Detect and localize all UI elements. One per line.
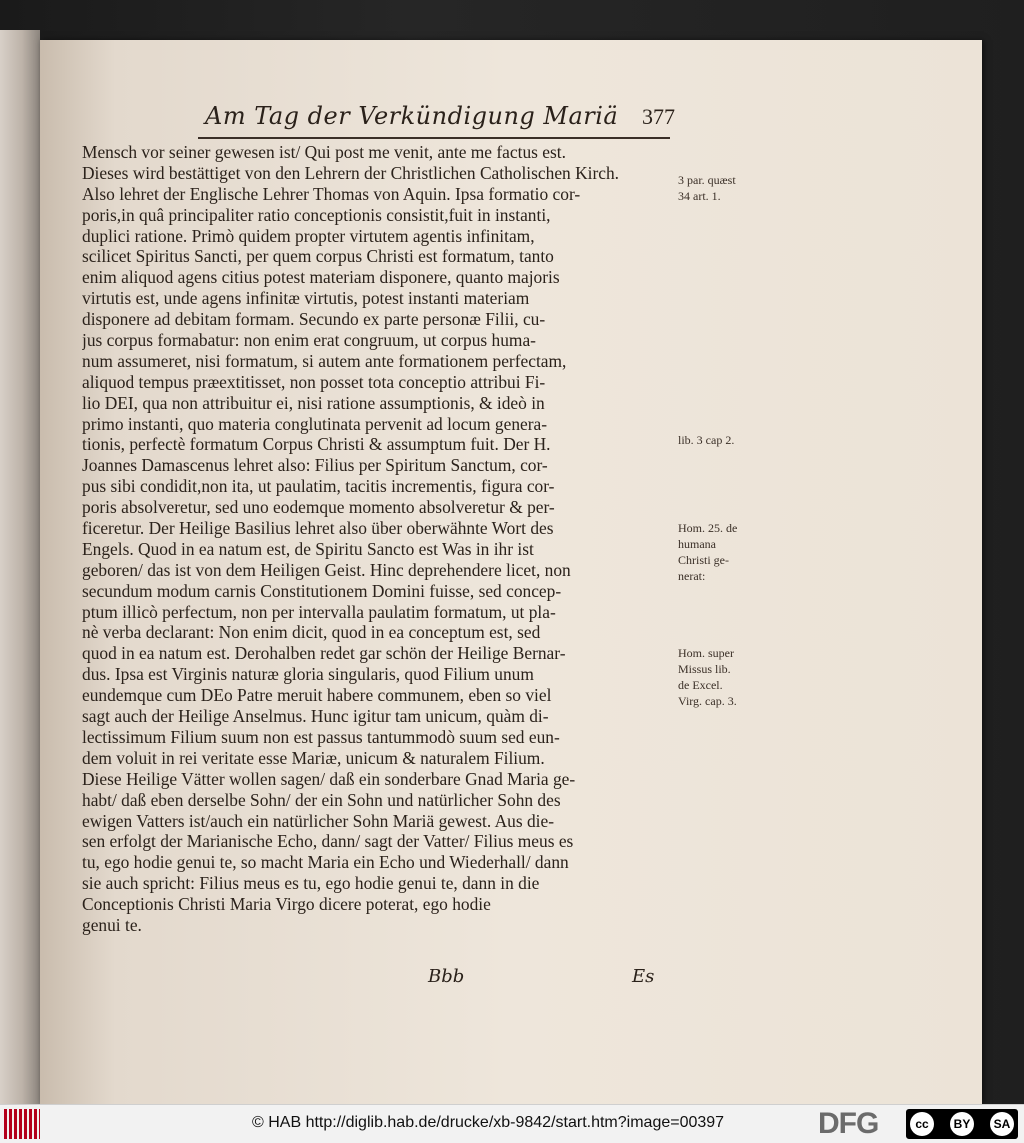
text-line: pus sibi condidit,non ita, ut paulatim, tacitis incrementis, figura cor-	[82, 476, 555, 497]
text-line: aliquod tempus præextitisset, non posset tota conceptio attribui Fi-	[82, 371, 546, 392]
text-line: dus. Ipsa est Virginis naturæ gloria singularis, quod Filium unum	[82, 664, 534, 685]
text-line: tu, ego hodie genui te, so macht Maria ein Echo und Wiederhall/ dann	[82, 852, 569, 873]
text-line: habt/ daß eben derselbe Sohn/ der ein Sohn und natürlicher Sohn des	[82, 789, 561, 810]
text-line: Engels. Quod in ea natum est, de Spiritu Sancto est Was in ihr ist	[82, 538, 534, 559]
text-line: nè verba declarant: Non enim dicit, quod in ea conceptum est, sed	[82, 622, 541, 643]
text-line: dem voluit in rei veritate esse Mariæ, unicum & naturalem Filium.	[82, 747, 545, 768]
margin-note-line: Virg. cap. 3.	[678, 694, 737, 708]
text-line: Dieses wird bestättiget von den Lehrern der Christlichen Catholischen Kirch.	[82, 162, 620, 183]
margin-note-line: 34 art. 1.	[678, 189, 721, 203]
margin-note-line: nerat:	[678, 569, 706, 583]
text-line: Diese Heilige Vätter wollen sagen/ daß ein sonderbare Gnad Maria ge-	[82, 768, 576, 789]
cc-icon: cc	[910, 1112, 934, 1136]
text-line: jus corpus formabatur: non enim erat congruum, ut corpus huma-	[82, 330, 536, 351]
cc-license-badge[interactable]	[906, 1109, 1018, 1139]
facing-page-edge	[0, 30, 40, 1105]
margin-note	[678, 520, 774, 584]
text-line: geboren/ das ist von dem Heiligen Geist. Hinc deprehendere licet, non	[82, 559, 571, 580]
margin-note-line: Hom. 25. de	[678, 521, 738, 535]
text-line: poris,in quâ principaliter ratio conceptionis consistit,fuit in instanti,	[82, 204, 551, 225]
margin-note-line: Christi ge-	[678, 553, 729, 567]
footer-attribution[interactable]: © HAB http://diglib.hab.de/drucke/xb-9842/start.htm?image=00397	[252, 1114, 725, 1131]
text-line: secundum modum carnis Constitutionem Domini fuisse, sed concep-	[82, 580, 562, 601]
margin-note	[678, 432, 774, 448]
margin-note-line: Missus lib.	[678, 662, 731, 676]
text-line: quod in ea natum est. Derohalben redet gar schön der Heilige Bernar-	[82, 643, 566, 664]
text-line: ewigen Vatters ist/auch ein natürlicher Sohn Mariä gewest. Aus die-	[82, 810, 554, 831]
text-line: tionis, perfectè formatum Corpus Christi & assumptum fuit. Der H.	[82, 434, 551, 455]
text-line: sie auch spricht: Filius meus es tu, ego hodie genui te, dann in die	[82, 873, 540, 894]
margin-note-line: Hom. super	[678, 646, 734, 660]
header-title: Am Tag der Verkündigung Mariä	[205, 102, 619, 130]
text-line: Joannes Damascenus lehret also: Filius per Spiritum Sanctum, cor-	[82, 455, 548, 476]
text-line: eundemque cum DEo Patre meruit habere communem, eben so viel	[82, 685, 552, 706]
text-line: poris absolveretur, sed uno eodemque momento absolveretur & per-	[82, 497, 555, 518]
text-line: num assumeret, nisi formatum, si autem ante formationem perfectam,	[82, 350, 567, 371]
text-line: genui te.	[82, 914, 142, 935]
text-line: lio DEI, qua non attribuitur ei, nisi ratione assumptionis, & ideò in	[82, 392, 545, 413]
text-line: ptum illicò perfectum, non per intervalla paulatim formatum, ut pla-	[82, 601, 556, 622]
margin-note	[678, 172, 774, 204]
signature-mark: Bbb	[428, 966, 465, 987]
dfg-logo: DFG	[818, 1107, 879, 1140]
body-text	[82, 142, 672, 936]
by-icon: BY	[950, 1112, 974, 1136]
text-line: lectissimum Filium suum non est passus tantummodò suum sed eun-	[82, 726, 560, 747]
text-line: enim aliquod agens citius potest materiam disponere, quanto majoris	[82, 267, 560, 288]
margin-note-line: lib. 3 cap 2.	[678, 433, 735, 447]
text-line: Also lehret der Englische Lehrer Thomas von Aquin. Ipsa formatio cor-	[82, 183, 581, 204]
text-line: disponere ad debitam formam. Secundo ex parte personæ Filii, cu-	[82, 309, 546, 330]
viewer-footer	[0, 1104, 1024, 1143]
text-line: scilicet Spiritus Sancti, per quem corpus Christi est formatum, tanto	[82, 246, 554, 267]
text-line: sagt auch der Heilige Anselmus. Hunc igitur tam unicum, quàm di-	[82, 706, 549, 727]
text-line: ficeretur. Der Heilige Basilius lehret also über oberwähnte Wort des	[82, 518, 554, 539]
text-line: virtutis est, unde agens infinitæ virtutis, potest instanti materiam	[82, 288, 530, 309]
text-line: Conceptionis Christi Maria Virgo dicere poterat, ego hodie	[82, 894, 491, 915]
hab-logo-icon	[4, 1109, 40, 1139]
header-rule	[198, 137, 670, 139]
catchword: Es	[632, 966, 655, 987]
text-line: duplici ratione. Primò quidem propter virtutem agentis infinitam,	[82, 225, 535, 246]
margin-note-line: de Excel.	[678, 678, 723, 692]
page-number: 377	[642, 104, 675, 129]
margin-note	[678, 645, 774, 709]
margin-note-line: humana	[678, 537, 716, 551]
sa-icon: SA	[990, 1112, 1014, 1136]
text-line: sen erfolgt der Marianische Echo, dann/ sagt der Vatter/ Filius meus es	[82, 831, 574, 852]
text-line: Mensch vor seiner gewesen ist/ Qui post me venit, ante me factus est.	[82, 142, 566, 162]
running-header	[205, 102, 675, 142]
margin-note-line: 3 par. quæst	[678, 173, 736, 187]
text-line: primo instanti, quo materia conglutinata pervenit ad locum genera-	[82, 413, 548, 434]
